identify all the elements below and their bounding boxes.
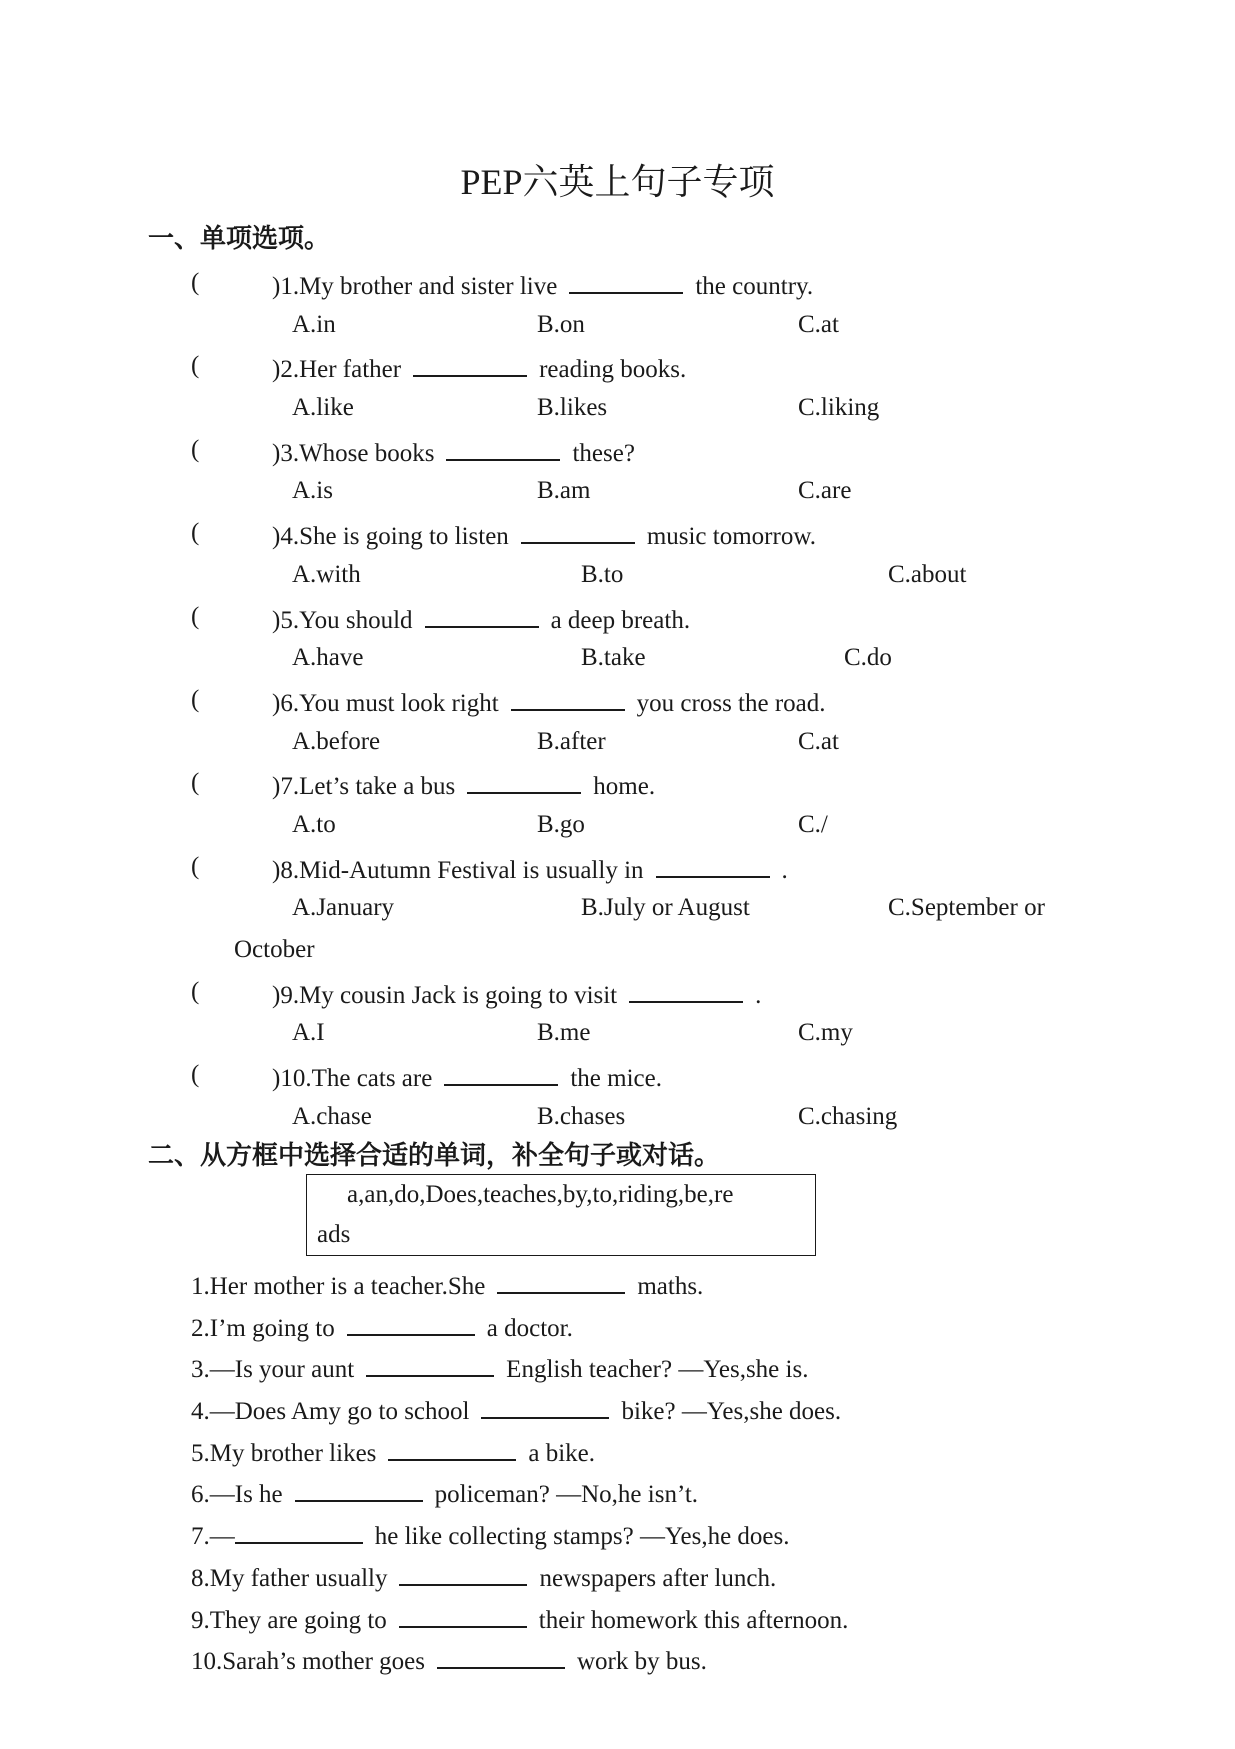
- question-stem: [272, 262, 813, 308]
- answer-paren: (: [191, 269, 200, 296]
- question-text: )3.Whose books: [272, 439, 435, 467]
- question-row: [0, 971, 1235, 1013]
- option-a[interactable]: A.have: [292, 644, 364, 672]
- question-row: [0, 846, 1235, 888]
- question-row: [0, 512, 1235, 554]
- option-c[interactable]: C.my: [798, 1019, 853, 1047]
- fill-blank[interactable]: [295, 1470, 423, 1502]
- fill-blank[interactable]: [437, 1637, 565, 1669]
- answer-paren: (: [191, 769, 200, 797]
- question-text: )8.Mid-Autumn Festival is usually in: [272, 856, 644, 884]
- sentence-text: 2.I’m going to: [191, 1314, 335, 1342]
- question-text-after: the mice.: [570, 1065, 662, 1093]
- answer-paren: (: [191, 352, 200, 380]
- answer-blank[interactable]: [511, 679, 625, 711]
- sentence-text-after: maths.: [637, 1273, 704, 1300]
- question-stem: [272, 846, 788, 892]
- option-c[interactable]: C.about: [888, 560, 967, 588]
- question-stem: [272, 971, 761, 1017]
- options-row: [0, 1096, 1235, 1138]
- question-text-after: .: [755, 981, 762, 1009]
- question-stem: [272, 596, 690, 642]
- answer-paren: (: [191, 977, 200, 1005]
- options-row: [0, 721, 1235, 763]
- answer-blank[interactable]: [413, 345, 527, 377]
- question-text: )6.You must look right: [272, 689, 499, 717]
- option-c[interactable]: C.September or: [888, 894, 1045, 922]
- fill-blank[interactable]: [366, 1345, 494, 1377]
- option-c[interactable]: C.do: [844, 644, 892, 672]
- sentence-text: 9.They are going to: [191, 1606, 387, 1634]
- fill-sentence: [191, 1387, 1191, 1429]
- option-b[interactable]: B.likes: [537, 394, 608, 422]
- fill-blank[interactable]: [497, 1262, 625, 1294]
- option-b[interactable]: B.after: [537, 727, 606, 755]
- fill-sentence: [191, 1429, 1191, 1471]
- answer-paren: (: [191, 602, 200, 630]
- option-a[interactable]: A.in: [292, 310, 336, 338]
- answer-blank[interactable]: [446, 429, 560, 461]
- question-stem: [272, 679, 826, 725]
- option-a[interactable]: A.with: [292, 560, 361, 588]
- sentence-text-after: bike? —Yes,she does.: [621, 1398, 842, 1426]
- fill-sentence: [191, 1304, 1191, 1346]
- answer-paren: (: [191, 519, 200, 547]
- option-b[interactable]: B.on: [537, 310, 585, 338]
- sentence-text-after: policeman? —No,he isn’t.: [434, 1481, 699, 1509]
- option-a[interactable]: A.to: [292, 810, 336, 838]
- answer-blank[interactable]: [444, 1054, 558, 1086]
- answer-blank[interactable]: [521, 512, 635, 544]
- fill-in-list: [191, 1262, 1191, 1679]
- options-row: [0, 470, 1235, 512]
- options-row: [0, 387, 1235, 429]
- question-text: )5.You should: [272, 606, 413, 634]
- section-heading-word-box: 二、从方框中选择合适的单词，补全句子或对话。: [148, 1141, 721, 1170]
- option-a[interactable]: A.is: [292, 477, 333, 505]
- sentence-text-after: English teacher? —Yes,she is.: [506, 1356, 809, 1384]
- question-stem: [272, 512, 816, 558]
- option-a[interactable]: A.chase: [292, 1102, 372, 1130]
- question-text-after: reading books.: [539, 356, 687, 384]
- fill-sentence: [191, 1512, 1191, 1554]
- option-c[interactable]: C.at: [798, 310, 839, 338]
- fill-sentence: [191, 1596, 1191, 1638]
- word-bank-line: ads: [317, 1221, 351, 1248]
- question-text: )2.Her father: [272, 356, 402, 384]
- section-heading-multiple-choice: 一、单项选项。: [148, 224, 331, 253]
- sentence-text-after: work by bus.: [576, 1648, 707, 1676]
- multiple-choice-list: [0, 262, 1235, 1137]
- question-stem: [272, 762, 655, 808]
- question-text-after: .: [781, 856, 788, 884]
- answer-paren: (: [191, 852, 200, 880]
- option-a[interactable]: A.I: [292, 1019, 325, 1047]
- options-row: [0, 804, 1235, 846]
- question-row: [0, 1054, 1235, 1096]
- question-text-after: these?: [572, 439, 635, 467]
- answer-paren: (: [191, 685, 200, 713]
- fill-blank[interactable]: [235, 1512, 363, 1544]
- question-row: [0, 679, 1235, 721]
- sentence-text-after: newspapers after lunch.: [539, 1564, 777, 1592]
- sentence-text-after: a doctor.: [486, 1314, 573, 1342]
- fill-sentence: [191, 1554, 1191, 1596]
- option-c[interactable]: C.are: [798, 477, 852, 505]
- sentence-text: 10.Sarah’s mother goes: [191, 1648, 425, 1676]
- sentence-text: 1.Her mother is a teacher.She: [191, 1273, 486, 1300]
- question-stem: [272, 1054, 662, 1100]
- sentence-text: 6.—Is he: [191, 1481, 283, 1509]
- answer-blank[interactable]: [425, 596, 539, 628]
- question-row: [0, 762, 1235, 804]
- sentence-text: 8.My father usually: [191, 1564, 388, 1592]
- word-bank-box: [306, 1174, 816, 1256]
- option-b[interactable]: B.chases: [537, 1102, 626, 1130]
- sentence-text: 5.My brother likes: [191, 1439, 377, 1467]
- fill-blank[interactable]: [399, 1596, 527, 1628]
- option-c[interactable]: C.at: [798, 727, 839, 755]
- option-b[interactable]: B.to: [581, 560, 624, 588]
- question-text: )1.My brother and sister live: [272, 273, 558, 300]
- answer-paren: (: [191, 435, 200, 463]
- fill-sentence: [191, 1262, 1191, 1304]
- question-text: )7.Let’s take a bus: [272, 773, 456, 801]
- options-row: [0, 637, 1235, 679]
- question-text: )9.My cousin Jack is going to visit: [272, 981, 618, 1009]
- fill-sentence: [191, 1345, 1191, 1387]
- options-row: [0, 1012, 1235, 1054]
- answer-paren: (: [191, 1061, 200, 1089]
- word-bank-line: a,an,do,Does,teaches,by,to,riding,be,re: [347, 1181, 734, 1208]
- answer-blank[interactable]: [467, 762, 581, 794]
- option-a[interactable]: A.before: [292, 727, 381, 755]
- option-b[interactable]: B.am: [537, 477, 591, 505]
- question-text-after: a deep breath.: [550, 606, 691, 634]
- question-text-after: music tomorrow.: [646, 523, 817, 551]
- fill-blank[interactable]: [481, 1387, 609, 1419]
- option-b[interactable]: B.July or August: [581, 894, 750, 922]
- question-text-after: home.: [593, 773, 656, 801]
- question-row: [0, 429, 1235, 471]
- sentence-text-after: a bike.: [528, 1439, 596, 1467]
- question-stem: [272, 345, 686, 391]
- question-text-after: you cross the road.: [636, 689, 826, 717]
- sentence-text-after: their homework this afternoon.: [538, 1606, 849, 1634]
- option-b[interactable]: B.me: [537, 1019, 591, 1047]
- page-title: PEP六英上句子专项: [460, 162, 775, 202]
- option-a[interactable]: A.like: [292, 394, 354, 422]
- sentence-text-after: he like collecting stamps? —Yes,he does.: [374, 1523, 790, 1551]
- answer-blank[interactable]: [629, 971, 743, 1003]
- fill-blank[interactable]: [399, 1554, 527, 1586]
- sentence-text: 4.—Does Amy go to school: [191, 1398, 470, 1426]
- option-c[interactable]: C./: [798, 810, 828, 838]
- fill-sentence: [191, 1637, 1191, 1679]
- fill-blank[interactable]: [347, 1304, 475, 1336]
- sentence-text: 7.—: [191, 1523, 235, 1551]
- option-wrap-row: [0, 929, 1235, 971]
- question-text: )4.She is going to listen: [272, 523, 509, 551]
- answer-blank[interactable]: [569, 262, 683, 294]
- fill-sentence: [191, 1470, 1191, 1512]
- question-row: [0, 596, 1235, 638]
- option-b[interactable]: B.take: [581, 644, 646, 672]
- question-text: )10.The cats are: [272, 1065, 433, 1093]
- options-row: [0, 887, 1235, 929]
- answer-blank[interactable]: [656, 846, 770, 878]
- option-b[interactable]: B.go: [537, 810, 585, 838]
- option-a[interactable]: A.January: [292, 894, 395, 922]
- option-c[interactable]: C.chasing: [798, 1102, 898, 1130]
- question-row: [0, 262, 1235, 304]
- sentence-text: 3.—Is your aunt: [191, 1356, 355, 1384]
- question-row: [0, 345, 1235, 387]
- question-stem: [272, 429, 635, 475]
- option-c[interactable]: C.liking: [798, 394, 880, 422]
- options-row: [0, 304, 1235, 346]
- fill-blank[interactable]: [388, 1429, 516, 1461]
- question-text-after: the country.: [695, 273, 814, 300]
- options-row: [0, 554, 1235, 596]
- option-c-continued: October: [234, 936, 315, 963]
